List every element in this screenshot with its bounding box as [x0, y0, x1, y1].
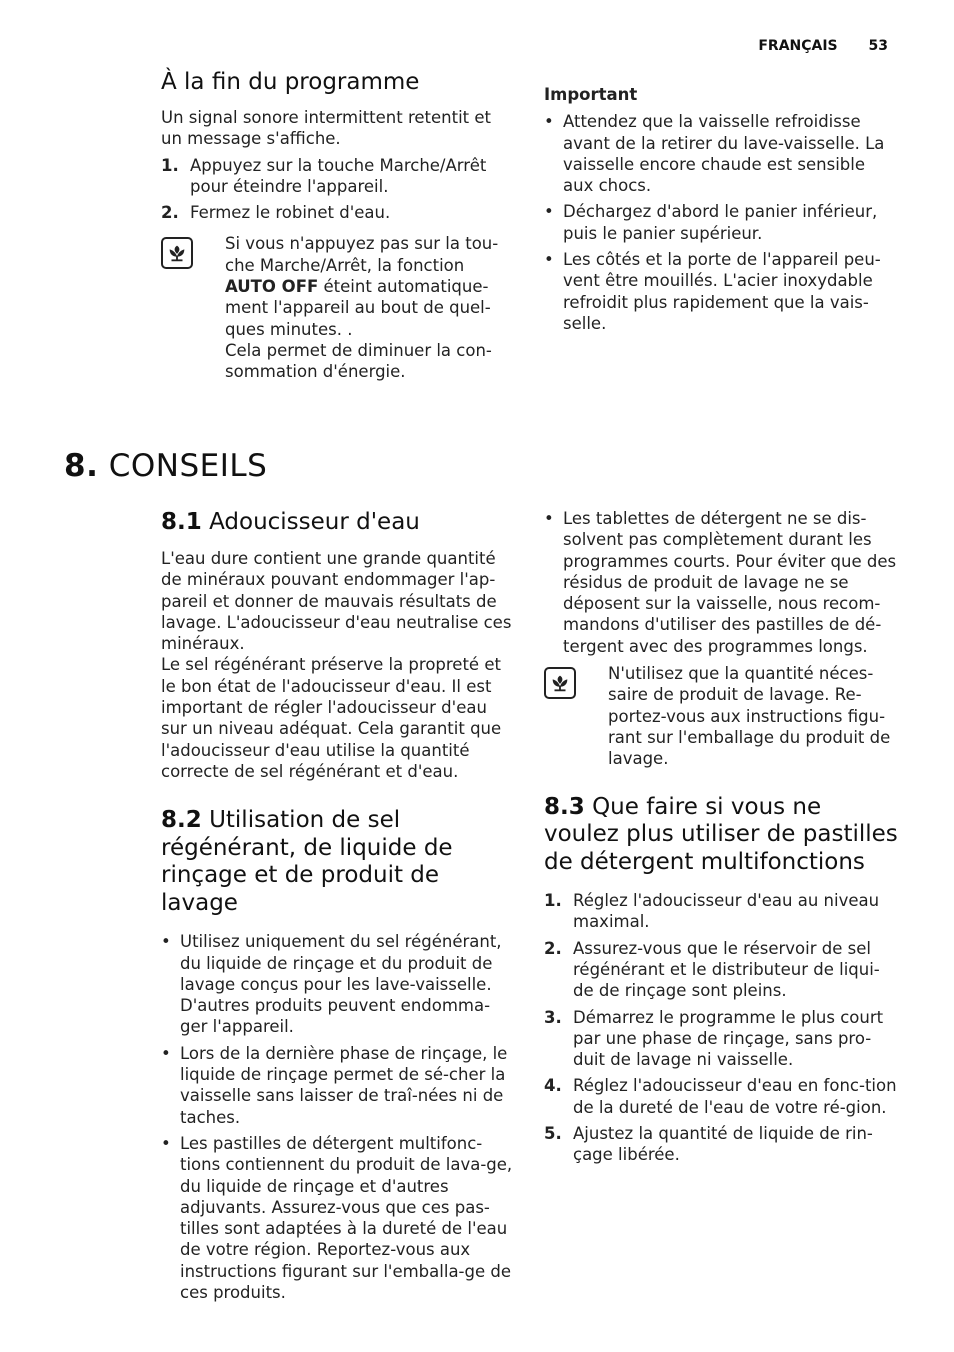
intro-text: Un signal sonore intermittent retentit et un message s'affiche. [161, 108, 492, 149]
page-number: 53 [868, 38, 888, 54]
list-item: • Les pastilles de détergent multifonc-tions contiennent du produit de lava-ge, du liquide de rinçage et d'autres adjuvants. Assurez-vous que ces pas-tilles sont adaptées à la dureté de l'eau de votre région. Reportez-vous aux instructions figurant sur l'emballa-ge de ces produits. [161, 1133, 513, 1303]
list-item: • Utilisez uniquement du sel régénérant, du liquide de rinçage et du produit de lavage conçus pour les lave-vaisselle. D'autres produits peuvent endomma-ger l'appareil. [161, 932, 502, 1037]
list-item: 2. Fermez le robinet d'eau. [161, 203, 391, 223]
list-item: 3. Démarrez le programme le plus court par une phase de rinçage, sans pro-duit de lavage ni vaisselle. [544, 1007, 884, 1070]
list-item: • Attendez que la vaisselle refroidisse avant de la retirer du lave-vaisselle. La vaisselle encore chaude est sensible aux chocs. [544, 112, 885, 196]
list-item: • Lors de la dernière phase de rinçage, le liquide de rinçage permet de sé-cher la vaisselle sans laisser de traî-nées ni de taches. [161, 1043, 508, 1127]
list-item: 1. Réglez l'adoucisseur d'eau au niveau maximal. [544, 891, 880, 932]
note-text-2: Cela permet de diminuer la con-sommation d'énergie. [225, 340, 492, 382]
bullet-list [544, 508, 899, 657]
section-title: 8.1 Adoucisseur d'eau [161, 509, 420, 535]
end-of-program-section [161, 68, 517, 383]
note-text: N'utilisez que la quantité néces-saire de produit de lavage. Re-portez-vous aux instructions figu-rant sur l'emballage du produit de lavage. [608, 664, 891, 769]
section-8-1 [161, 508, 517, 1308]
list-item: • Déchargez d'abord le panier inférieur, puis le panier supérieur. [544, 202, 878, 243]
steps-list [161, 155, 517, 224]
paragraph: Le sel régénérant préserve la propreté et le bon état de l'adoucisseur d'eau. Il est important de régler l'adoucisseur d'eau sur un niveau adéquat. Cela garantit que l'adoucisseur d'eau utilise la quantité correcte de sel régénérant et d'eau. [161, 655, 502, 781]
important-list [544, 111, 899, 334]
important-label: Important [544, 85, 638, 104]
list-item: 5. Ajustez la quantité de liquide de rin-çage libérée. [544, 1124, 873, 1165]
list-item: 2. Assurez-vous que le réservoir de sel régénérant et le distributeur de liqui-de de rinçage sont pleins. [544, 938, 880, 1001]
page-header [758, 38, 888, 54]
list-item: • Les côtés et la porte de l'appareil peu-vent être mouillés. L'acier inoxydable refroidit plus rapidement que la vais-selle. [544, 250, 881, 333]
eco-note [544, 663, 899, 769]
steps-list [544, 890, 899, 1166]
eco-leaf-icon [161, 237, 193, 269]
paragraph: L'eau dure contient une grande quantité de minéraux pouvant endommager l'ap-pareil et donner de mauvais résultats de lavage. L'adoucisseur d'eau neutralise ces minéraux. [161, 549, 512, 654]
important-section [544, 84, 899, 339]
chapter-title: 8. CONSEILS [64, 448, 268, 484]
section-title: À la fin du programme [161, 69, 420, 95]
language-label: FRANÇAIS [758, 38, 838, 54]
section-title: 8.3 Que faire si vous ne voulez plus utiliser de pastilles de détergent multifonctions [544, 793, 898, 875]
list-item: 4. Réglez l'adoucisseur d'eau en fonc-tion de la dureté de l'eau de votre ré-gion. [544, 1076, 897, 1117]
note-text: Si vous n'appuyez pas sur la tou-che Marche/Arrêt, la fonction AUTO OFF éteint automatique-ment l'appareil au bout de quel-ques minutes. . [225, 234, 499, 339]
eco-note [161, 233, 517, 382]
list-item: 1. Appuyez sur la touche Marche/Arrêt pour éteindre l'appareil. [161, 155, 487, 196]
bullet-list [161, 931, 517, 1303]
right-column [544, 508, 899, 1171]
list-item: • Les tablettes de détergent ne se dis-solvent pas complètement durant les programmes courts. Pour éviter que des résidus de produit de lavage ne se déposent sur la vaisselle, nous recom-mandons d'utiliser des pastilles de dé-tergent avec des programmes longs. [544, 509, 897, 656]
eco-leaf-icon [544, 667, 576, 699]
section-title: 8.2 Utilisation de sel régénérant, de liquide de rinçage et de produit de lavage [161, 807, 453, 916]
